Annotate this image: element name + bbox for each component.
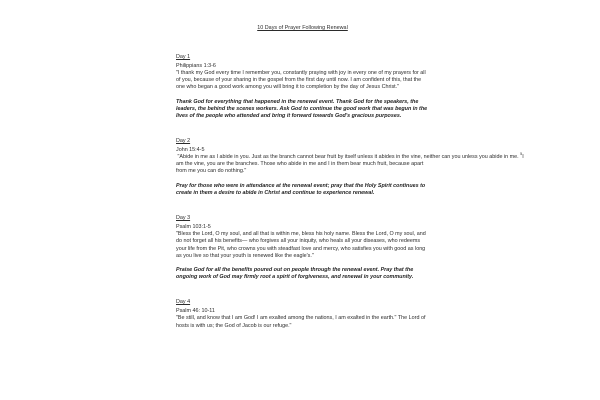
scripture-reference: Philippians 1:3-6: [176, 63, 216, 69]
scripture-text: [176, 152, 524, 175]
scripture-reference: Psalm 103:1-5: [176, 224, 211, 231]
verse-marker: 5: [520, 152, 523, 157]
day-heading: Day 1: [176, 54, 191, 60]
prayer-prompt: Pray for those who were in attendance at the renewal event; pray that the Holy Spirit continues to create in them a desire to abide in Christ and continue to experience renewal.: [176, 183, 426, 197]
scripture-text: "Bless the Lord, O my soul, and all that is within me, bless his holy name. Bless the Lord, O my soul, and do not forget all his benefits— who forgives all your iniquity, who heals all your diseases, who redeems your life from the Pit, who crowns you with steadfast love and mercy, who satisfies you with good as long as you live so that your youth is renewed like the eagle's.": [176, 231, 426, 259]
document-body: [176, 24, 524, 339]
day-heading: Day 3: [176, 215, 191, 222]
day-section-3: [176, 206, 429, 281]
scripture-text-part2: I am the vine, you are the branches. Those who abide in me and I in them bear much fruit, because apart from me you can do nothing.": [176, 154, 524, 175]
scripture-text-part1: "Abide in me as I abide in you. Just as the branch cannot bear fruit by itself unless it abides in the vine, neither can you unless you abide in me.: [176, 154, 521, 161]
scripture-reference: John 15:4-5: [176, 147, 205, 154]
day-section-2: [176, 129, 524, 197]
prayer-prompt: Thank God for everything that happened in the renewal event. Thank God for the speakers, the leaders, the behind the scenes workers. Ask God to continue the good work that was begun in the lives of the people who attended and bring it forward towards God's gracious purposes.: [176, 98, 428, 120]
page-title: 10 Days of Prayer Following Renewal: [257, 25, 348, 31]
day-heading: Day 4: [176, 299, 191, 306]
day-section-4: [176, 290, 429, 329]
scripture-reference: Psalm 46: 10-11: [176, 308, 215, 315]
prayer-prompt: Praise God for all the benefits poured out on people through the renewal event. Pray that the ongoing work of God may firmly root a spirit of forgiveness, and renewal in your community.: [176, 267, 414, 281]
day-heading: Day 2: [176, 138, 191, 145]
scripture-text: "Be still, and know that I am God! I am exalted among the nations, I am exalted in the earth." The Lord of hosts is with us; the God of Jacob is our refuge.": [176, 315, 426, 329]
day-section-1: [176, 45, 429, 120]
scripture-text: "I thank my God every time I remember you, constantly praying with joy in every one of my prayers for all of you, because of your sharing in the gospel from the first day until now. I am confident of this, that the one who began a good work among you will bring it to completion by the day of Jesus Christ.": [176, 70, 426, 91]
